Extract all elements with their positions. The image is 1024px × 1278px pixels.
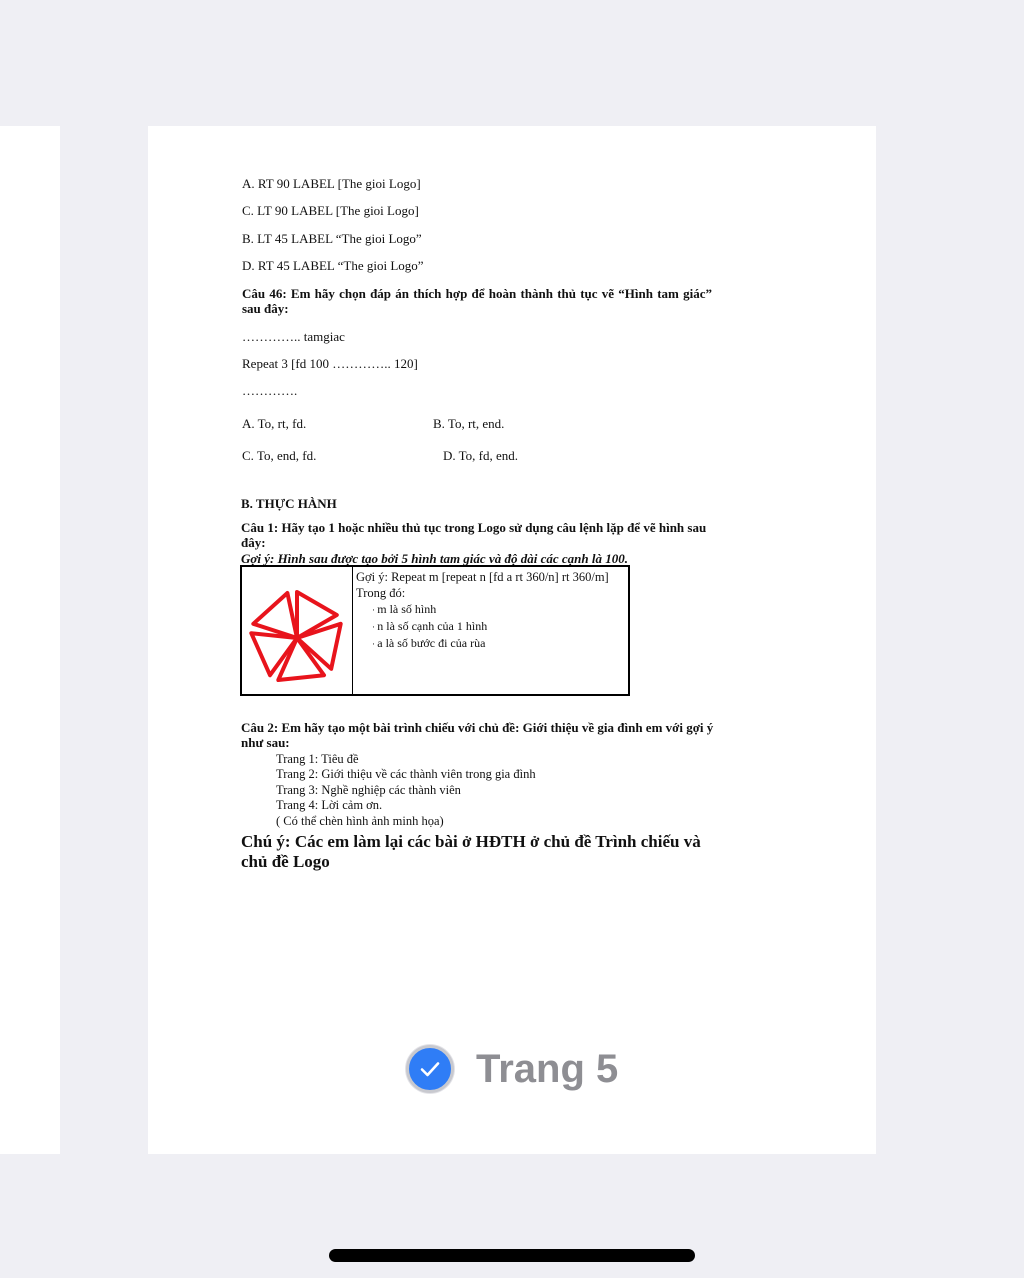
question-46: Câu 46: Em hãy chọn đáp án thích hợp để hoàn thành thủ tục vẽ “Hình tam giác” sau đây: xyxy=(242,286,712,316)
hint-bullet: · a là số bước đi của rùa xyxy=(356,635,609,652)
question-1: Câu 1: Hãy tạo 1 hoặc nhiều thủ tục trong Logo sử dụng câu lệnh lặp để vẽ hình sau đây: xyxy=(241,520,707,550)
slide-item: Trang 1: Tiêu đề xyxy=(276,752,359,766)
table-divider xyxy=(352,567,353,694)
slide-item: Trang 3: Nghề nghiệp các thành viên xyxy=(276,782,461,797)
hint-table xyxy=(240,565,630,696)
checkmark-icon[interactable] xyxy=(406,1045,454,1093)
pentagon-triangles-figure xyxy=(244,583,350,693)
slide-item: Trang 4: Lời cảm ơn. xyxy=(276,798,383,813)
section-title: B. THỰC HÀNH xyxy=(241,496,337,511)
option-line: B. LT 45 LABEL “The gioi Logo” xyxy=(242,231,422,246)
answer-option: A. To, rt, fd. xyxy=(242,416,307,431)
hint-text: Gợi ý: Hình sau được tạo bởi 5 hình tam giác và độ dài các cạnh là 100. xyxy=(241,551,628,566)
code-line: ………….. tamgiac xyxy=(242,329,345,344)
option-line: C. LT 90 LABEL [The gioi Logo] xyxy=(242,203,419,218)
option-line: D. RT 45 LABEL “The gioi Logo” xyxy=(242,258,424,273)
option-line: A. RT 90 LABEL [The gioi Logo] xyxy=(242,176,421,191)
page-label: Trang 5 xyxy=(476,1046,619,1091)
hint-bullet: · m là số hình xyxy=(356,601,609,618)
answer-option: C. To, end, fd. xyxy=(242,448,317,463)
question-2: Câu 2: Em hãy tạo một bài trình chiếu với chủ đề: Giới thiệu về gia đình em với gợi ý như sau: xyxy=(241,720,714,750)
previous-page-thumbnail[interactable] xyxy=(0,126,60,1154)
triangle-shape xyxy=(253,593,297,638)
slide-item: Trang 2: Giới thiệu về các thành viên trong gia đình xyxy=(276,767,536,782)
hint-formula: Gợi ý: Repeat m [repeat n [fd a rt 360/n] rt 360/m] xyxy=(356,570,609,584)
hint-bullet: · n là số cạnh của 1 hình xyxy=(356,618,609,635)
page-select-badge[interactable] xyxy=(406,1041,618,1097)
answer-option: B. To, rt, end. xyxy=(433,416,505,431)
note-text: Chú ý: Các em làm lại các bài ở HĐTH ở chủ đề Trình chiếu và chủ đề Logo xyxy=(241,832,701,871)
document-page[interactable] xyxy=(148,126,876,1154)
code-line: …………. xyxy=(242,383,298,398)
slide-list xyxy=(276,752,536,829)
triangle-shape xyxy=(278,638,324,680)
home-indicator[interactable] xyxy=(329,1249,695,1262)
hint-cell xyxy=(356,569,609,652)
code-line: Repeat 3 [fd 100 ………….. 120] xyxy=(242,356,418,371)
slide-item: ( Có thể chèn hình ảnh minh họa) xyxy=(276,813,444,828)
hint-where: Trong đó: xyxy=(356,586,406,600)
answer-option: D. To, fd, end. xyxy=(443,448,519,463)
